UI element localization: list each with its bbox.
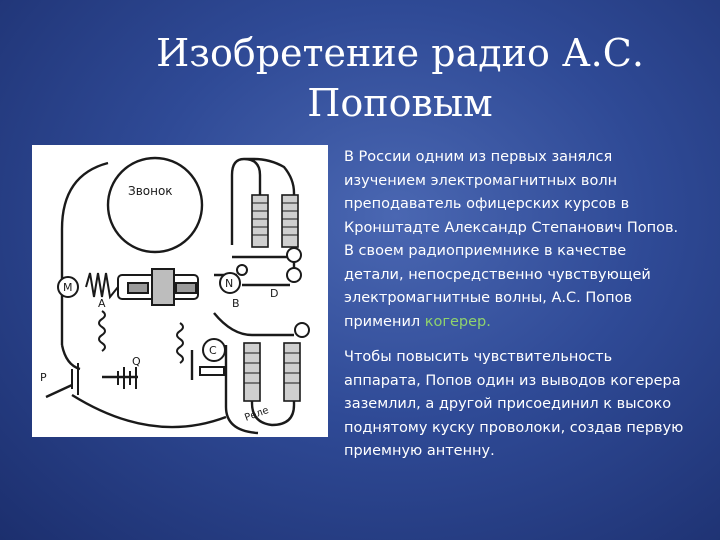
label-n: N <box>225 277 234 290</box>
label-c: C <box>209 344 217 357</box>
lower-coil-left <box>244 343 260 401</box>
lower-coil-right <box>284 343 300 401</box>
coherer-highlight: когерер. <box>424 313 491 330</box>
bell-circle <box>108 158 202 252</box>
label-b: B <box>232 297 240 310</box>
bell-label: Звонок <box>128 184 173 198</box>
paragraph-1-text: В России одним из первых занялся изучением электромагнитных волн преподаватель офицерских курсов в Кронштадте Александр Степанович Попов. В своем радиоприемнике в качестве детали, непосредственно чувствующей электромагнитные волны, А.С. Попов применил <box>344 149 679 330</box>
paragraph-antenna: Чтобы повысить чувствительность аппарата, Попов один из выводов когерера заземлил, а другой присоединил к высоко поднятому куску проволоки, создав первую приемную антенну. <box>344 349 684 459</box>
slide-title <box>130 28 670 128</box>
label-q: Q <box>132 355 141 368</box>
label-a: A <box>98 297 106 310</box>
terminal-top-right <box>287 248 301 262</box>
title-line-1: Изобретение радио А.С. <box>156 31 644 75</box>
wire-bottom <box>72 395 226 427</box>
terminal-mid-right <box>287 268 301 282</box>
paragraph-coherer <box>344 146 684 334</box>
ground-base <box>200 367 224 375</box>
wire-top <box>62 163 108 229</box>
terminal-relay-top <box>295 323 309 337</box>
receiver-circuit-diagram <box>32 145 328 437</box>
resistor-top <box>86 273 118 297</box>
label-d: D <box>270 287 279 300</box>
relay-label: Реле <box>243 405 271 424</box>
inductor-a <box>99 311 105 351</box>
terminal-upper-left <box>237 265 247 275</box>
slide-body <box>344 146 684 476</box>
wire-c <box>214 313 294 335</box>
label-p: P <box>40 371 47 384</box>
inductor-b <box>177 323 183 363</box>
label-m: M <box>63 281 73 294</box>
title-line-2: Поповым <box>307 81 493 125</box>
